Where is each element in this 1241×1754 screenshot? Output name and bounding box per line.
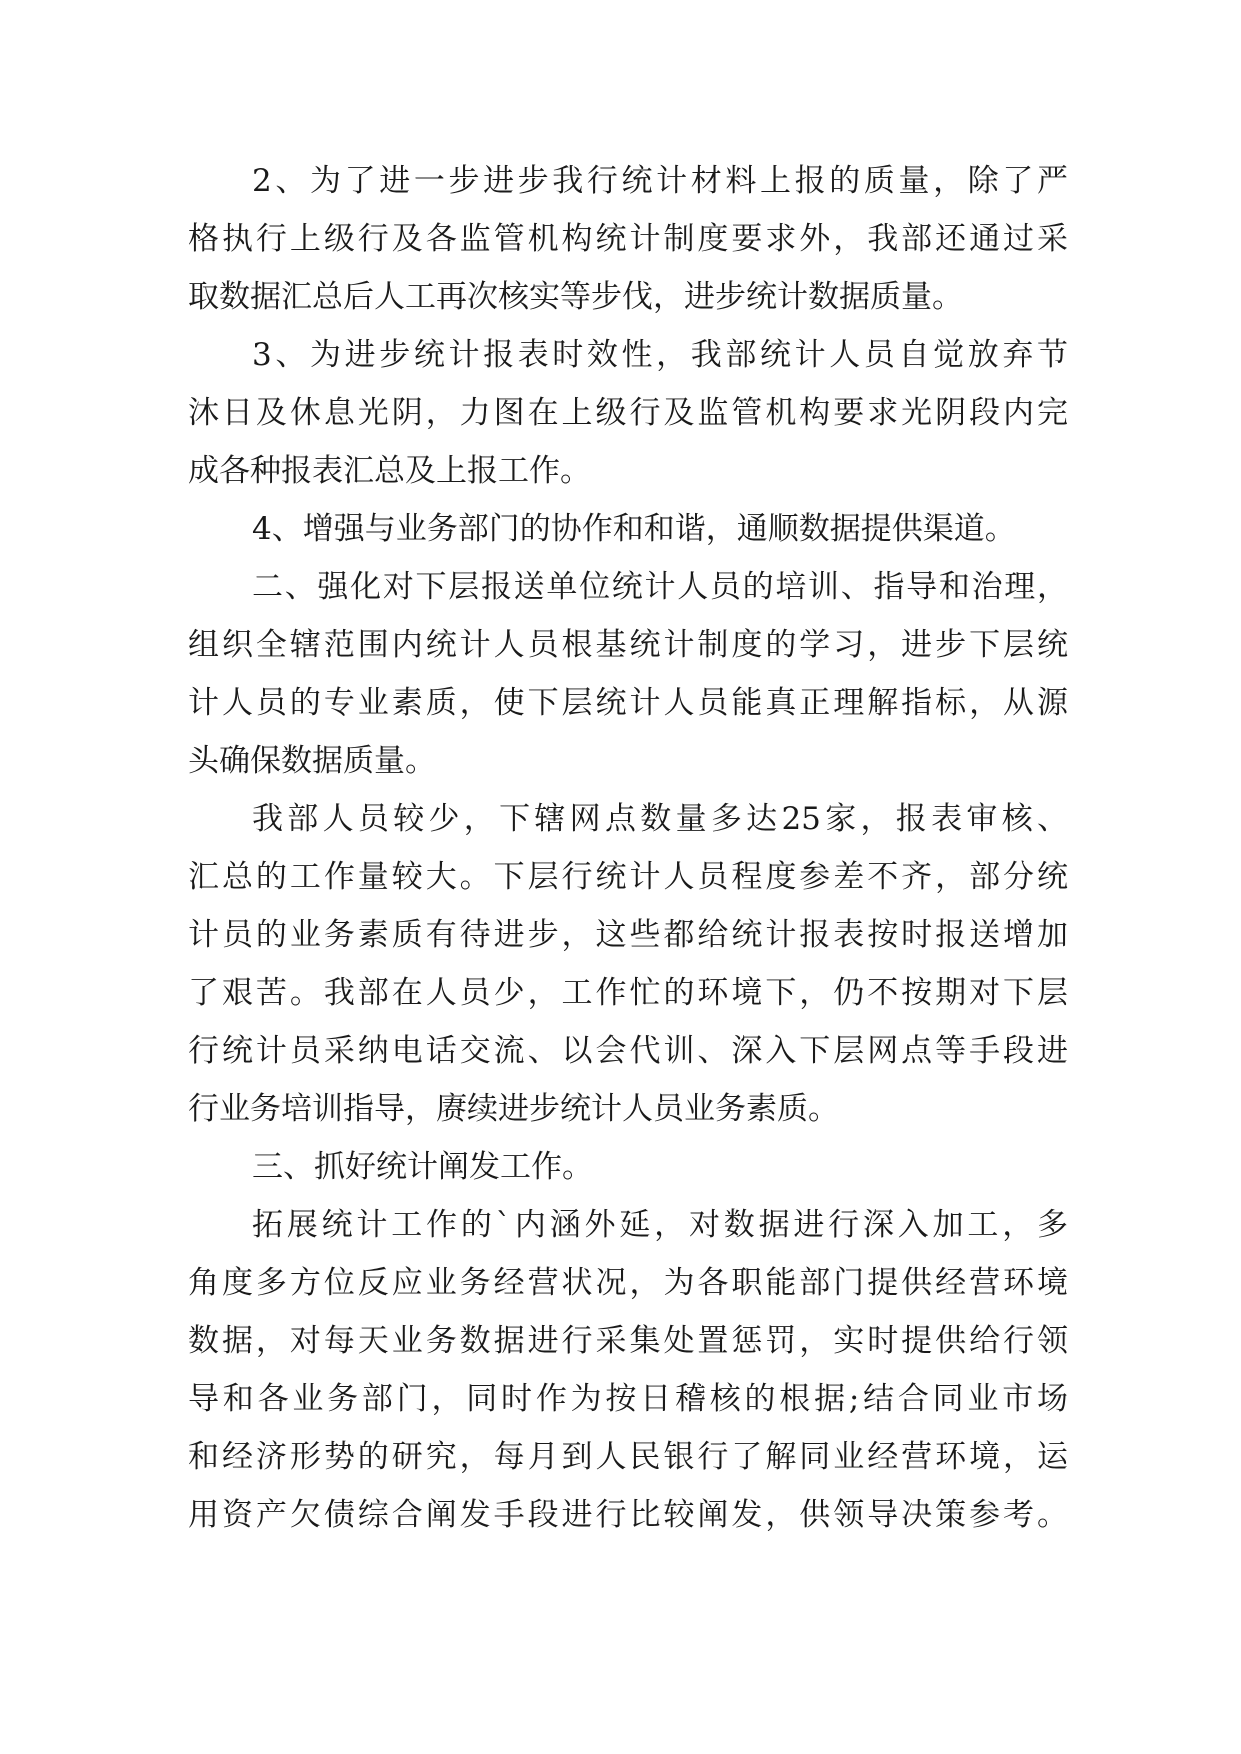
section-2-heading-paragraph	[188, 558, 1068, 790]
text-line: 数据，对每天业务数据进行采集处置惩罚，实时提供给行领	[188, 1323, 1068, 1359]
text-line: 导和各业务部门，同时作为按日稽核的根据;结合同业市场	[188, 1381, 1068, 1417]
text-line: 计员的业务素质有待进步，这些都给统计报表按时报送增加	[188, 917, 1068, 953]
text-line: 2、为了进一步进步我行统计材料上报的质量，除了严	[252, 163, 1068, 199]
text-line: 二、强化对下层报送单位统计人员的培训、指导和治理，	[252, 569, 1068, 605]
text-line: 和经济形势的研究，每月到人民银行了解同业经营环境，运	[188, 1439, 1068, 1475]
text-line: 拓展统计工作的`内涵外延，对数据进行深入加工，多	[252, 1207, 1068, 1243]
text-line: 沐日及休息光阴，力图在上级行及监管机构要求光阴段内完	[188, 395, 1068, 431]
text-line: 用资产欠债综合阐发手段进行比较阐发，供领导决策参考。	[188, 1497, 1068, 1533]
section-3-heading	[188, 1138, 1068, 1196]
analysis-paragraph	[188, 1196, 1068, 1544]
text-line: 头确保数据质量。	[188, 743, 436, 779]
text-line: 三、抓好统计阐发工作。	[252, 1149, 593, 1185]
text-line: 取数据汇总后人工再次核实等步伐，进步统计数据质量。	[188, 279, 963, 315]
paragraph-4	[188, 500, 1068, 558]
text-line: 3、为进步统计报表时效性，我部统计人员自觉放弃节	[252, 337, 1068, 373]
staffing-paragraph	[188, 790, 1068, 1138]
text-line: 计人员的专业素质，使下层统计人员能真正理解指标，从源	[188, 685, 1068, 721]
text-line: 行统计员采纳电话交流、以会代训、深入下层网点等手段进	[188, 1033, 1068, 1069]
text-line: 格执行上级行及各监管机构统计制度要求外，我部还通过采	[188, 221, 1068, 257]
document-body	[188, 152, 1068, 1544]
text-line: 组织全辖范围内统计人员根基统计制度的学习，进步下层统	[188, 627, 1068, 663]
text-line: 角度多方位反应业务经营状况，为各职能部门提供经营环境	[188, 1265, 1068, 1301]
text-line: 我部人员较少，下辖网点数量多达25家，报表审核、	[252, 801, 1068, 837]
text-line: 4、增强与业务部门的协作和和谐，通顺数据提供渠道。	[252, 511, 1016, 547]
text-line: 行业务培训指导，赓续进步统计人员业务素质。	[188, 1091, 839, 1127]
paragraph-2	[188, 152, 1068, 326]
text-line: 了艰苦。我部在人员少，工作忙的环境下，仍不按期对下层	[188, 975, 1068, 1011]
text-line: 汇总的工作量较大。下层行统计人员程度参差不齐，部分统	[188, 859, 1068, 895]
text-line: 成各种报表汇总及上报工作。	[188, 453, 591, 489]
paragraph-3	[188, 326, 1068, 500]
